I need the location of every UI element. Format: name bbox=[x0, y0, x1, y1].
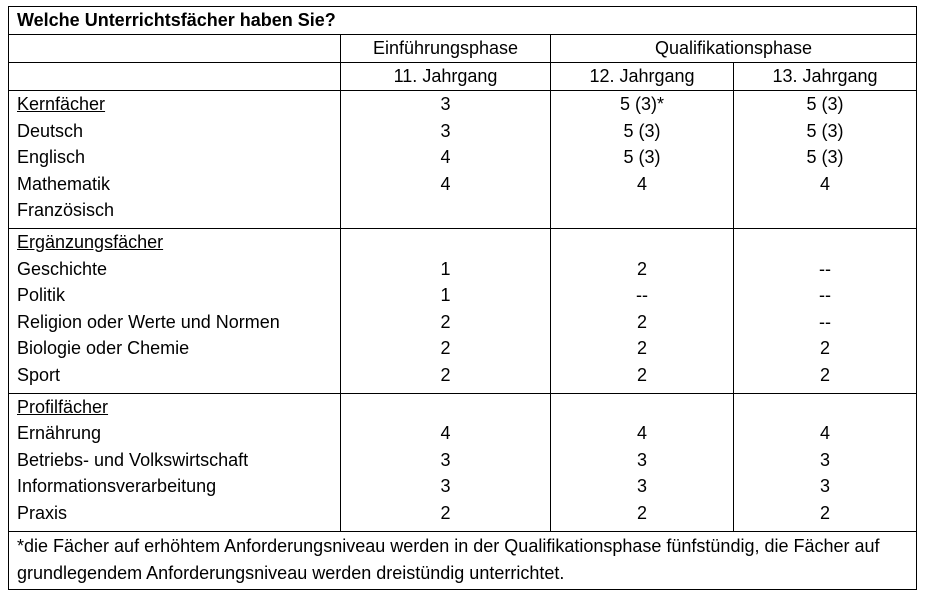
group-kernfaecher bbox=[9, 91, 917, 229]
subject-column bbox=[9, 228, 341, 393]
hours-cell: 2 bbox=[636, 258, 647, 279]
subjects-table-container bbox=[8, 6, 917, 590]
header-empty-cell bbox=[9, 35, 341, 63]
subject-label: Biologie oder Chemie bbox=[17, 338, 190, 359]
footnote: *die Fächer auf erhöhtem Anforderungsniveau werden in der Qualifikationsphase fünfstündig, die Fächer auf grundlegendem Anforderungsniveau werden dreistündig unterrichtet. bbox=[9, 531, 917, 589]
hours-cell: 5 (3) bbox=[623, 147, 661, 168]
subject-label: Französisch bbox=[17, 200, 115, 221]
header-year-12: 12. Jahrgang bbox=[551, 63, 734, 91]
subject-label: Englisch bbox=[17, 147, 86, 168]
header-einfuehrungsphase: Einführungsphase bbox=[341, 35, 551, 63]
hours-cell: 4 bbox=[636, 173, 647, 194]
year-11-column bbox=[341, 91, 551, 229]
hours-cell: 1 bbox=[440, 285, 451, 306]
header-qualifikationsphase: Qualifikationsphase bbox=[551, 35, 917, 63]
subject-column bbox=[9, 91, 341, 229]
subject-label: Mathematik bbox=[17, 173, 111, 194]
hours-cell: -- bbox=[819, 285, 831, 306]
hours-cell: 4 bbox=[440, 423, 451, 444]
hours-cell: 3 bbox=[440, 449, 451, 470]
hours-cell: 2 bbox=[636, 338, 647, 359]
hours-cell: -- bbox=[819, 311, 831, 332]
hours-cell: 4 bbox=[820, 173, 831, 194]
hours-cell: 4 bbox=[636, 423, 647, 444]
group-profilfaecher bbox=[9, 393, 917, 531]
group-ergaenzungsfaecher bbox=[9, 228, 917, 393]
hours-cell: 2 bbox=[820, 338, 831, 359]
year-13-column bbox=[734, 228, 917, 393]
hours-cell: 2 bbox=[636, 502, 647, 523]
hours-cell: 4 bbox=[820, 423, 831, 444]
subject-label: Geschichte bbox=[17, 258, 108, 279]
hours-cell bbox=[349, 229, 542, 256]
hours-cell: 2 bbox=[636, 364, 647, 385]
hours-cell: 5 (3)* bbox=[619, 94, 664, 114]
hours-cell: -- bbox=[636, 285, 648, 306]
hours-cell bbox=[349, 394, 542, 421]
hours-cell: 5 (3) bbox=[806, 147, 844, 168]
hours-cell bbox=[742, 197, 908, 224]
hours-cell: 3 bbox=[636, 476, 647, 497]
subject-label: Deutsch bbox=[17, 120, 84, 141]
subject-label: Religion oder Werte und Normen bbox=[17, 311, 280, 332]
subjects-table bbox=[8, 6, 917, 590]
hours-cell: 2 bbox=[820, 364, 831, 385]
hours-cell: 2 bbox=[440, 338, 451, 359]
year-12-column bbox=[551, 228, 734, 393]
subject-column bbox=[9, 393, 341, 531]
hours-cell bbox=[559, 197, 725, 224]
hours-cell: 5 (3) bbox=[806, 120, 844, 141]
hours-cell bbox=[349, 197, 542, 224]
hours-cell: 3 bbox=[440, 120, 451, 141]
hours-cell: 3 bbox=[820, 476, 831, 497]
group-heading: Profilfächer bbox=[17, 396, 109, 417]
year-11-column bbox=[341, 228, 551, 393]
header-year-13: 13. Jahrgang bbox=[734, 63, 917, 91]
year-12-column bbox=[551, 91, 734, 229]
phase-header-row bbox=[9, 35, 917, 63]
hours-cell: 1 bbox=[440, 258, 451, 279]
header-year-11: 11. Jahrgang bbox=[341, 63, 551, 91]
year-11-column bbox=[341, 393, 551, 531]
subject-label: Informationsverarbeitung bbox=[17, 476, 217, 497]
year-13-column bbox=[734, 393, 917, 531]
hours-cell: 5 (3) bbox=[623, 120, 661, 141]
year-header-row bbox=[9, 63, 917, 91]
hours-cell bbox=[742, 229, 908, 256]
header-empty-cell bbox=[9, 63, 341, 91]
year-12-column bbox=[551, 393, 734, 531]
table-title: Welche Unterrichtsfächer haben Sie? bbox=[9, 7, 917, 35]
hours-cell: 2 bbox=[820, 502, 831, 523]
subject-label: Politik bbox=[17, 285, 66, 306]
hours-cell: 4 bbox=[440, 173, 451, 194]
subject-label: Betriebs- und Volkswirtschaft bbox=[17, 449, 249, 470]
subject-label: Ernährung bbox=[17, 423, 102, 444]
table-title-row bbox=[9, 7, 917, 35]
year-13-column bbox=[734, 91, 917, 229]
group-heading: Ergänzungsfächer bbox=[17, 231, 164, 252]
hours-cell: 5 (3) bbox=[806, 94, 844, 114]
subject-label: Praxis bbox=[17, 502, 68, 523]
hours-cell bbox=[742, 394, 908, 421]
hours-cell: -- bbox=[819, 258, 831, 279]
hours-cell: 2 bbox=[440, 364, 451, 385]
hours-cell: 2 bbox=[440, 311, 451, 332]
hours-cell: 3 bbox=[440, 476, 451, 497]
group-heading: Kernfächer bbox=[17, 94, 106, 114]
footnote-row bbox=[9, 531, 917, 589]
hours-cell: 4 bbox=[440, 147, 451, 168]
hours-cell: 3 bbox=[820, 449, 831, 470]
hours-cell: 3 bbox=[440, 94, 451, 114]
hours-cell: 3 bbox=[636, 449, 647, 470]
subject-label: Sport bbox=[17, 364, 61, 385]
hours-cell: 2 bbox=[636, 311, 647, 332]
hours-cell bbox=[559, 229, 725, 256]
hours-cell: 2 bbox=[440, 502, 451, 523]
hours-cell bbox=[559, 394, 725, 421]
